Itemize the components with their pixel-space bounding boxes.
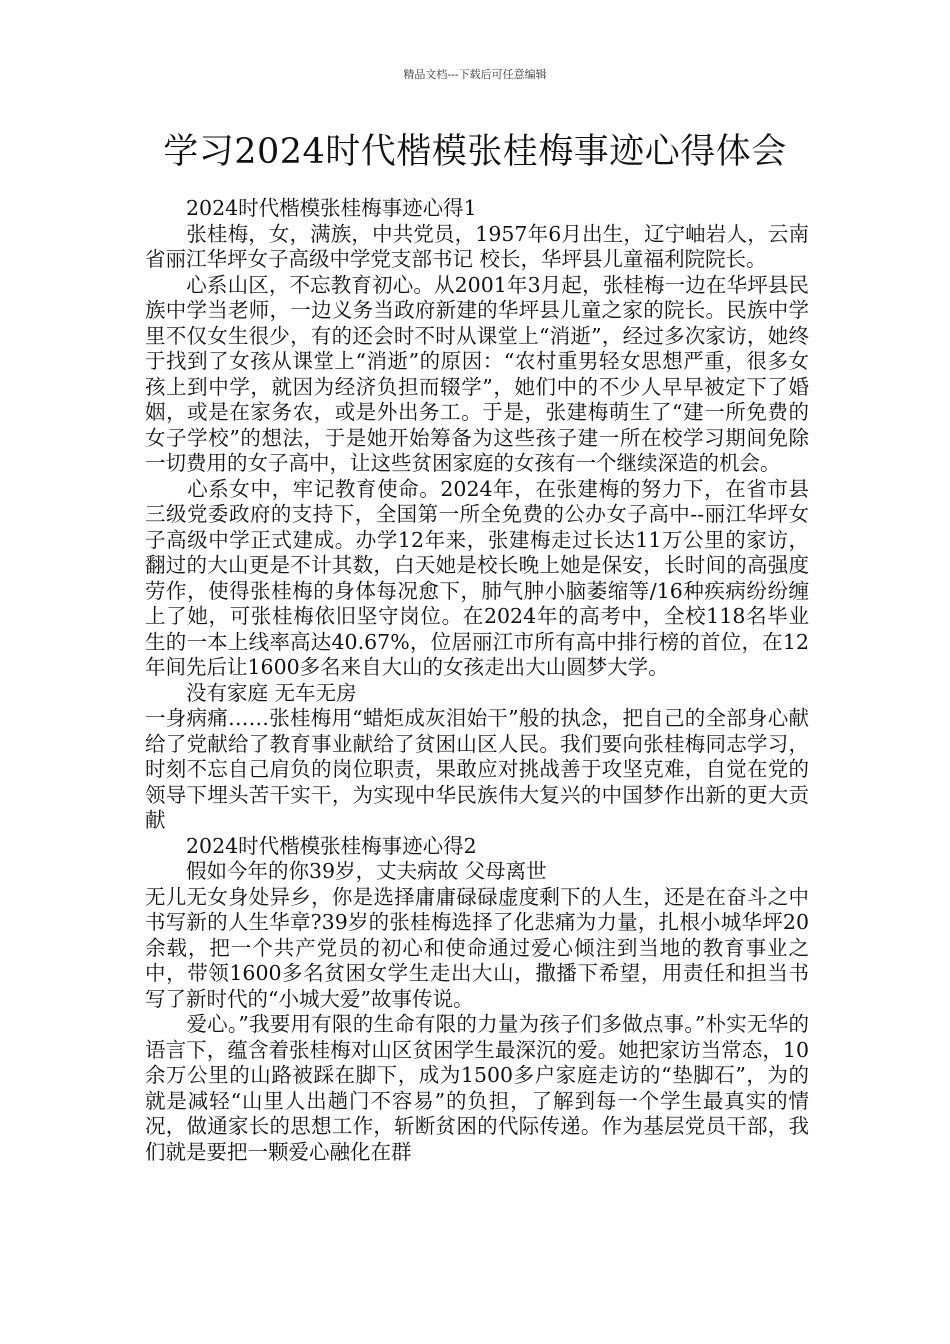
subheading-1: 2024时代楷模张桂梅事迹心得1 bbox=[145, 196, 477, 220]
paragraph-mountain: 心系山区，不忘教育初心。从2001年3月起，张桂梅一边在华坪县民族中学当老师，一边义务当政府新建的华坪县儿童之家的院长。民族中学里不仅女生很少，有的还会时不时从课堂上“消逝”，经过多次家访，她终于找到了女孩从课堂上“消逝”的原因：“农村重男轻女思想严重，很多女孩上到中学，就因为经济负担而辍学”，她们中的不少人早早被定下了婚姻，或是在家务农，或是外出务工。于是，张建梅萌生了“建一所免费的女子学校”的想法，于是她开始筹备为这些孩子建一所在校学习期间免除一切费用的女子高中，让这些贫困家庭的女孩有一个继续深造的机会。 bbox=[145, 272, 809, 475]
page-title: 学习2024时代楷模张桂梅事迹心得体会 bbox=[163, 132, 787, 172]
subheading-2: 2024时代楷模张桂梅事迹心得2 bbox=[145, 833, 477, 858]
paragraph-choice: 无儿无女身处异乡，你是选择庸庸碌碌虚度剩下的人生，还是在奋斗之中书写新的人生华章?39岁的张桂梅选择了化悲痛为力量，扎根小城华坪20余载，把一个共产党员的初心和使命通过爱心倾注到当地的教育事业之中，带领1600多名贫困女学生走出大山，撒播下希望，用责任和担当书写了新时代的“小城大爱”故事传说。 bbox=[145, 884, 809, 1011]
paragraph-school: 心系女中，牢记教育使命。2024年，在张建梅的努力下，在省市县三级党委政府的支持下，全国第一所全免费的公办女子高中--丽江华坪女子高级中学正式建成。办学12年来，张建梅走过长达11万公里的家访，翻过的大山更是不计其数，白天她是校长晚上她是保安，长时间的高强度劳作，使得张桂梅的身体每况愈下，肺气肿小脑萎缩等/16种疾病纷纷缠上了她，可张桂梅依旧坚守岗位。在2024年的高考中，全校118名毕业生的一本上线率高达40.67%，位居丽江市所有高中排行榜的首位，在12年间先后让1600多名来自大山的女孩走出大山圆梦大学。 bbox=[145, 476, 809, 679]
header-note: 精品文档---下载后可任意编辑 bbox=[403, 68, 547, 81]
paragraph-no-family: 没有家庭 无车无房 bbox=[145, 680, 357, 705]
paragraph-love: 爱心。”我要用有限的生命有限的力量为孩子们多做点事。”朴实无华的语言下，蕴含着张桂梅对山区贫困学生最深沉的爱。她把家访当常态，10余万公里的山路被踩在脚下，成为1500多户家庭走访的“垫脚石”，为的就是减轻“山里人出趟门不容易”的负担，了解到每一个学生最真实的情况，做通家长的思想工作，斩断贫困的代际传递。作为基层党员干部，我们就是要把一颗爱心融化在群 bbox=[145, 1012, 809, 1164]
paragraph-hypothetical: 假如今年的你39岁，丈夫病故 父母离世 bbox=[145, 859, 547, 883]
paragraph-dedication: 一身病痛……张桂梅用“蜡炬成灰泪始干”般的执念，把自己的全部身心献给了党献给了教育事业献给了贫困山区人民。我们要向张桂梅同志学习，时刻不忘自己肩负的岗位职责，果敢应对挑战善于攻坚克难，自觉在党的领导下埋头苦干实干，为实现中华民族伟大复兴的中国梦作出新的更大贡献 bbox=[145, 706, 809, 832]
document-body bbox=[145, 196, 809, 1165]
paragraph-intro: 张桂梅，女，满族，中共党员，1957年6月出生，辽宁岫岩人，云南省丽江华坪女子高级中学党支部书记 校长，华坪县儿童福利院院长。 bbox=[145, 221, 809, 271]
